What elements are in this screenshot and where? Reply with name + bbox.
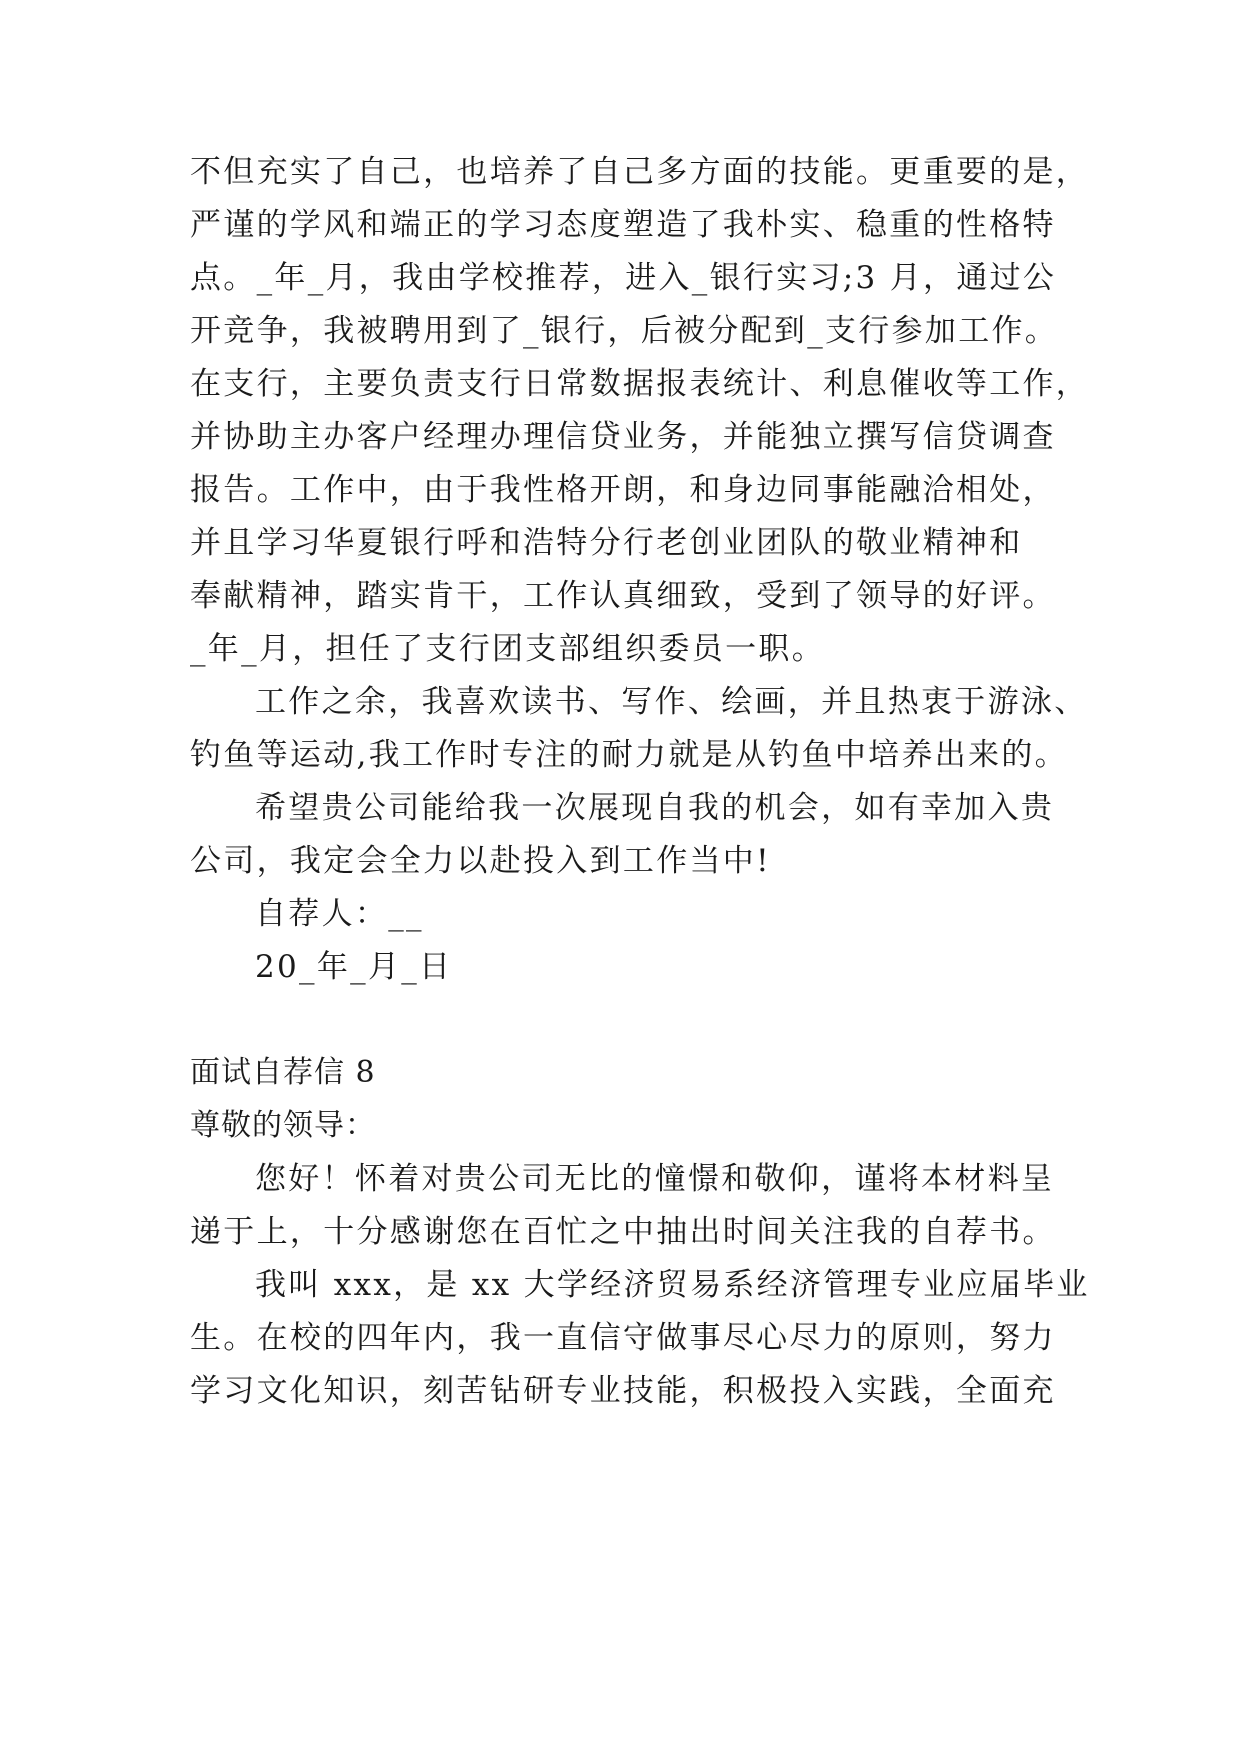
- body-text-line: 奉献精神，踏实肯干，工作认真细致，受到了领导的好评。: [190, 578, 1056, 614]
- body-text-line: 在支行，主要负责支行日常数据报表统计、利息催收等工作，: [190, 366, 1090, 402]
- body-text-line: 报告。工作中，由于我性格开朗，和身边同事能融洽相处，: [190, 472, 1056, 508]
- body-text-line: _年_月，担任了支行团支部组织委员一职。: [190, 631, 825, 667]
- signature-line: 自荐人：__: [255, 896, 424, 932]
- closing-paragraph-line: 希望贵公司能给我一次展现自我的机会，如有幸加入贵: [255, 790, 1055, 826]
- hobby-paragraph-line: 工作之余，我喜欢读书、写作、绘画，并且热衷于游泳、: [255, 684, 1088, 720]
- salutation: 尊敬的领导：: [190, 1108, 376, 1143]
- closing-paragraph-line: 公司，我定会全力以赴投入到工作当中!: [190, 843, 771, 879]
- body-text-line: 严谨的学风和端正的学习态度塑造了我朴实、稳重的性格特: [190, 207, 1056, 243]
- intro-paragraph-line: 学习文化知识，刻苦钻研专业技能，积极投入实践，全面充: [190, 1373, 1056, 1409]
- date-line: 20_年_月_日: [255, 949, 453, 985]
- greeting-paragraph-line: 递于上，十分感谢您在百忙之中抽出时间关注我的自荐书。: [190, 1214, 1056, 1250]
- greeting-paragraph-line: 您好！怀着对贵公司无比的憧憬和敬仰，谨将本材料呈: [255, 1161, 1055, 1197]
- hobby-paragraph-line: 钓鱼等运动,我工作时专注的耐力就是从钓鱼中培养出来的。: [190, 737, 1068, 773]
- section-title: 面试自荐信 8: [190, 1055, 376, 1090]
- body-text-line: 开竞争，我被聘用到了_银行，后被分配到_支行参加工作。: [190, 313, 1059, 349]
- body-text-line: 不但充实了自己，也培养了自己多方面的技能。更重要的是，: [190, 154, 1090, 190]
- intro-paragraph-line: 我叫 xxx，是 xx 大学经济贸易系经济管理专业应届毕业: [255, 1267, 1090, 1303]
- intro-paragraph-line: 生。在校的四年内，我一直信守做事尽心尽力的原则，努力: [190, 1320, 1056, 1356]
- body-text-line: 点。_年_月，我由学校推荐，进入_银行实习;3 月，通过公: [190, 260, 1057, 296]
- body-text-line: 并协助主办客户经理办理信贷业务，并能独立撰写信贷调查: [190, 419, 1056, 455]
- body-text-line: 并且学习华夏银行呼和浩特分行老创业团队的敬业精神和: [190, 525, 1023, 561]
